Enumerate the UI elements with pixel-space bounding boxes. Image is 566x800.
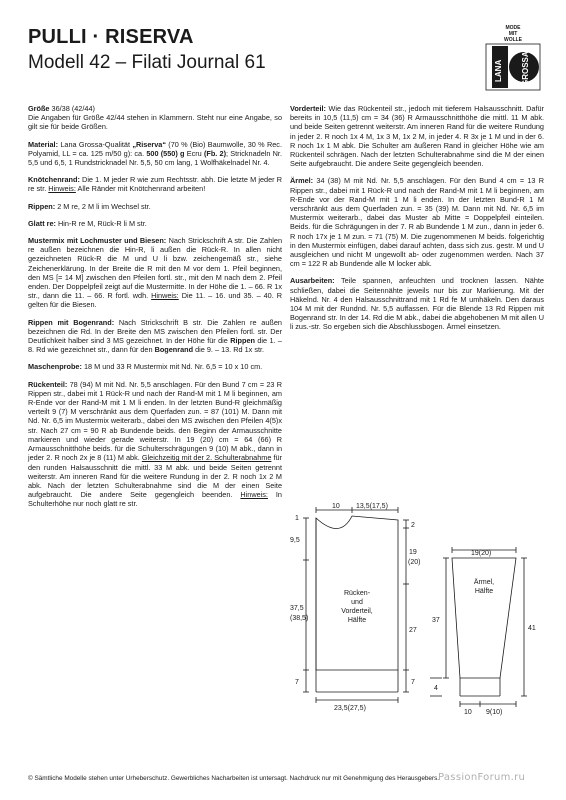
- section-bogenrand: Rippen mit Bogenrand: Nach Strickschrift B str. Die Zahlen re außen bezeichnen die Rd. In der Breite den MS zwischen den Pfeilen fortl. str. Der Deutlichkeit halber sind 3 MS gezeichnet. In der Höhe für die Rippen die 1. – 8. Rd wie gezeichnet str., dann für den Bogenrand die 9. – 13. Rd 1x str.: [28, 317, 282, 355]
- dim-27: 27: [409, 627, 417, 634]
- section-aermel: Ärmel: 34 (38) M mit Nd. Nr. 5,5 anschlagen. Für den Bund 4 cm = 13 R Rippen str., dabei mit 1 Rück-R und nach der Rand-M mit 1 M li beginnen, am R-Ende vor der Rand-M mit 1 M li enden. In der letzten Bund-R 1 M verschränkt aus dem Querfaden zun. = 35 (39) M. Dann mit Nd. Nr. 6,5 im Mustermix weiterarb., dabei das Muster ab Mitte = Doppelpfeil einteilen. Beids. für die Schrägungen in der 7. R ab Bundende 1 M zun., dann in jeder 6. R noch 17x je 1 M zun. = 71 (75) M. Die zugenommenen M beids. folgerichtig in den Mustermix einfügen, dabei darauf achten, dass sich zus. gestr. M und U ausgleichen und nicht M ungewollt ab- oder zugenommen werden. Nach 37 cm = 122 R ab Bundende alle M locker abk.: [290, 176, 544, 269]
- copyright-footer: © Sämtliche Modelle stehen unter Urheberschutz. Gewerbliches Nacharbeiten ist untersagt. Nachdruck nur mit Genehmigung des Herausgebers.: [28, 775, 440, 782]
- dim-sleeve-10: 10: [464, 709, 472, 716]
- sleeve-outline: [452, 558, 516, 678]
- dim-38-5: (38,5): [290, 615, 309, 622]
- dim-2: 2: [411, 522, 415, 529]
- section-rippen: Rippen: 2 M re, 2 M li im Wechsel str.: [28, 201, 151, 211]
- section-mustermix: Mustermix mit Lochmuster und Biesen: Nach Strickschrift A str. Die Zahlen re außen bezeichnen die Hin-R, li außen die Rück-R. In allen nicht gezeichneten Rück-R die M und U li bzw. zeichengemäß str., siehe Zeichenerklärung. In der Breite die R mit den M vor dem 1. Pfeil beginnen, den MS [= 14 M] zwischen den Pfeilen fortl. str., mit den M nach dem 2. Pfeil enden. Der Doppelpfeil zeigt auf die Mustermitte. In der Höhe die 1. – 66. R 1x str., dann die 11. – 66. R fortl. wdh. Hinweis: Die 11. – 16. und 35. – 40. R gelten für die Biesen.: [28, 236, 283, 310]
- svg-text:GROSSA: GROSSA: [521, 51, 530, 86]
- dim-7a: 7: [295, 679, 299, 686]
- dim-37-5: 37,5: [290, 605, 304, 612]
- svg-text:MIT: MIT: [508, 31, 518, 37]
- section-rueckenteil: Rückenteil: 78 (94) M mit Nd. Nr. 5,5 anschlagen. Für den Bund 7 cm = 23 R Rippen str., dabei mit 1 Rück-R und nach der Rand-M mit 1 M li beginnen, am R-Ende vor der Rand-M mit 1 M li enden. In der letzten Bund-R gleichmäßig verteilt 9 (7) M verschränkt aus dem Querfaden zun. = 87 (101) M. Dann mit Nd. Nr. 6,5 im Mustermix weiterarb., dabei den MS zwischen den Pfeilen 4(5)x str. Nach 27 cm = 90 R ab Bundende beids. den Beginn der Armausschnitte markieren und wieder gerade weiterstr. In 19 (20) cm = 64 (66) R Armausschnitthöhe beids. für die Schulterschrägungen 9 (10) M abk., dann in jeder 2. R noch 2x je 8 (11) M abk. Gleichzeitig mit der 2. Schulterabnahme für den runden Halsausschnitt die mittl. 33 M abk. und beide Seiten getrennt weiterstr. Am inneren Rand für die weitere Rundung in der 2. R noch 1x 2 M abk. Nach der letzten Schulterabnahme sind die M der einen Seite aufgebraucht. Die andere Seite gegengleich beenden. Hinweis: In Schulterhöhe nur noch glatt re str.: [28, 379, 282, 509]
- page-subtitle: Modell 42 – Filati Journal 61: [28, 52, 266, 73]
- body-label-2: und: [351, 599, 363, 606]
- sleeve-label-2: Hälfte: [474, 588, 494, 595]
- dim-10: 10: [332, 503, 340, 510]
- section-material: Material: Lana Grossa-Qualität „Riserva“ (70 % (Bio) Baumwolle, 30 % Rec. Polyamid, LL = ca. 125 m/50 g): ca. 500 (550) g Ecru (Fb. 2); Stricknadeln Nr. 5,5 und 6,5, 1 Rundstricknadel Nr. 5,5, 50 cm lang, 1 Wolfhäkelnadel Nr. 4.: [28, 139, 282, 168]
- section-knoetchenrand: Knötchenrand: Die 1. M jeder R wie zum Rechtsstr. abh. Die letzte M jeder R re str. Hinweis: Alle Ränder mit Knötchenrand arbeiten!: [28, 175, 282, 194]
- body-label-1: Rücken-: [343, 590, 371, 597]
- dim-41: 41: [528, 625, 536, 632]
- dim-4: 4: [434, 685, 438, 692]
- section-vorderteil: Vorderteil: Wie das Rückenteil str., jedoch mit tieferem Halsausschnitt. Dafür bereits in 10,5 (11,5) cm = 34 (36) R Armausschnitthöhe die mittl. 11 M abk. und beide Seiten getrennt weiterstr. Am inneren Rand für die weitere Rundung in jeder 2. R noch 1x 4 M, 1x 3 M, 1x 2 M, in jeder 4. R 3x je 1 M und in der 6. R noch 1x 1 M abk. Die Schulter am äußeren Rand in gleicher Höhe wie am Rückenteil schrägen. Nach der letzten Schulterabnahme sind die M der einen Seite aufgebraucht. Die andere Seite gegengleich beenden.: [290, 104, 544, 169]
- left-column: [28, 104, 282, 517]
- dim-7b: 7: [411, 679, 415, 686]
- dim-20: (20): [408, 559, 421, 566]
- dim-shoulder: 13,5(17,5): [356, 503, 388, 510]
- right-column: [290, 104, 544, 340]
- watermark: PassionForum.ru: [438, 772, 526, 783]
- dim-neck-mid: 9,5: [290, 537, 300, 544]
- dim-sleeve-top: 19(20): [471, 550, 492, 557]
- dim-width: 23,5(27,5): [334, 705, 366, 712]
- svg-text:MODE: MODE: [505, 25, 521, 31]
- section-ausarbeiten: Ausarbeiten: Teile spannen, anfeuchten und trocknen lassen. Nähte schließen, dabei die Seitennähte jeweils nur bis zur Markierung. Mit der Häkelnd. Nr. 4 den Halsausschnittrand mit 1 Rd fe M umhäkeln. Den daraus 104 M mit der Rundnd. Nr. 5,5 auffassen. Für die Blende 13 Rd Rippen mit Bogenrand str. In der 14. Rd die M abk., dabei die abgehobenen M mit allen U li zus.-str. So ergeben sich die Abschlussbogen. Ärmel einsetzen.: [290, 276, 544, 332]
- section-groesse: Größe 36/38 (42/44) Die Angaben für Größe 42/44 stehen in Klammern. Steht nur eine Angabe, so gilt sie für beide Größen.: [28, 104, 282, 132]
- svg-text:WOLLE: WOLLE: [503, 37, 523, 43]
- body-label-3: Vorderteil,: [341, 608, 373, 615]
- sleeve-label-1: Ärmel,: [473, 579, 495, 586]
- dim-sleeve-9: 9(10): [486, 709, 503, 716]
- dim-37: 37: [432, 617, 440, 624]
- page-title: PULLI · RISERVA: [28, 26, 194, 48]
- section-glatt-re: Glatt re: Hin-R re M, Rück-R li M str.: [28, 218, 147, 228]
- lana-grossa-logo: [484, 22, 542, 92]
- svg-text:LANA: LANA: [494, 59, 503, 82]
- section-maschenprobe: Maschenprobe: 18 M und 33 R Mustermix mit Nd. Nr. 6,5 = 10 x 10 cm.: [28, 362, 263, 372]
- body-label-4: Hälfte: [347, 617, 367, 624]
- schematic-diagram: [290, 500, 544, 718]
- dim-neck-top: 1: [295, 515, 299, 522]
- dim-19: 19: [409, 549, 417, 556]
